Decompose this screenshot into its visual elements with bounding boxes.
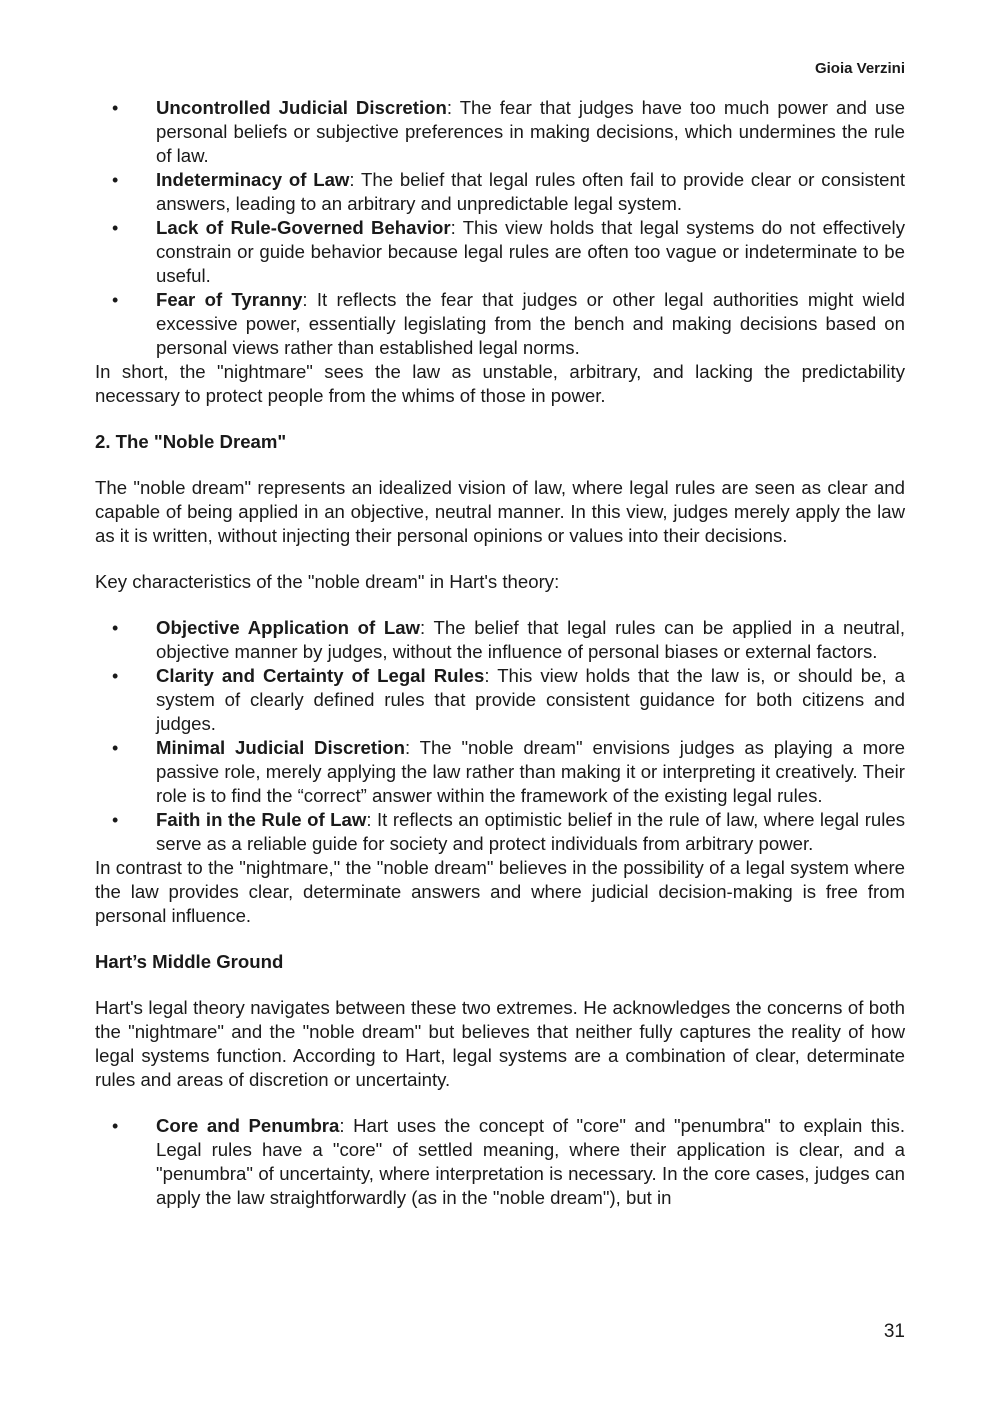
- list-item: [95, 736, 905, 808]
- list-item-text: : It reflects an optimistic belief in the rule of law, where legal rules serve as a reliable guide for society and protect individuals from arbitrary power.: [156, 809, 905, 854]
- list-item-text: : The belief that legal rules often fail to provide clear or consistent answers, leading to an arbitrary and unpredictable legal system.: [156, 169, 905, 214]
- list-item-text: : This view holds that legal systems do not effectively constrain or guide behavior because legal rules are often too vague or indeterminate to be useful.: [156, 217, 905, 286]
- list-item: [95, 1114, 905, 1210]
- list-item-term: Uncontrolled Judicial Discretion: [156, 97, 447, 118]
- list-item-text: : Hart uses the concept of "core" and "penumbra" to explain this. Legal rules have a "core" of settled meaning, where their application is clear, and a "penumbra" of uncertainty, where interpretation is necessary. In the core cases, judges can apply the law straightforwardly (as in the "noble dream"), but in: [156, 1115, 905, 1208]
- bullet-icon: •: [112, 666, 119, 686]
- list-item: [95, 808, 905, 856]
- list-item: [95, 664, 905, 736]
- list-item-term: Faith in the Rule of Law: [156, 809, 367, 830]
- noble-dream-heading: 2. The "Noble Dream": [95, 431, 287, 452]
- list-item-text: : The "noble dream" envisions judges as playing a more passive role, merely applying the law rather than making it or interpreting it creatively. Their role is to find the “correct” answer within the framework of the existing legal rules.: [156, 737, 905, 806]
- list-item-text: : It reflects the fear that judges or other legal authorities might wield excessive power, essentially legislating from the bench and making decisions based on personal views rather than established legal norms.: [156, 289, 906, 358]
- bullet-icon: •: [112, 170, 119, 190]
- noble-dream-intro: The "noble dream" represents an idealized vision of law, where legal rules are seen as clear and capable of being applied in an objective, neutral manner. In this view, judges merely apply the law as it is written, without injecting their personal opinions or values into their decisions.: [95, 477, 905, 546]
- bullet-icon: •: [112, 810, 119, 830]
- list-item-term: Indeterminacy of Law: [156, 169, 350, 190]
- page-number: 31: [883, 1321, 905, 1342]
- noble-dream-list: [95, 616, 905, 856]
- list-item: [95, 168, 905, 216]
- middle-ground-list: [95, 1114, 905, 1210]
- list-item-term: Minimal Judicial Discretion: [156, 737, 405, 758]
- list-item: [95, 216, 905, 288]
- bullet-icon: •: [112, 618, 119, 638]
- bullet-icon: •: [112, 290, 119, 310]
- list-item-term: Lack of Rule-Governed Behavior: [156, 217, 451, 238]
- list-item-text: : This view holds that the law is, or should be, a system of clearly defined rules that provide consistent guidance for both citizens and judges.: [156, 665, 905, 734]
- list-item-term: Objective Application of Law: [156, 617, 421, 638]
- list-item-term: Core and Penumbra: [156, 1115, 340, 1136]
- list-item-term: Fear of Tyranny: [156, 289, 303, 310]
- list-item: [95, 96, 905, 168]
- noble-dream-lead: Key characteristics of the "noble dream" in Hart's theory:: [95, 571, 560, 592]
- list-item: [95, 616, 905, 664]
- bullet-icon: •: [112, 98, 119, 118]
- page-body: [95, 96, 905, 1210]
- nightmare-list: [95, 96, 905, 360]
- running-header-author: Gioia Verzini: [814, 60, 905, 77]
- bullet-icon: •: [112, 738, 119, 758]
- bullet-icon: •: [112, 1116, 119, 1136]
- list-item-text: : The fear that judges have too much power and use personal beliefs or subjective preferences in making decisions, which undermines the rule of law.: [156, 97, 906, 166]
- nightmare-summary: In short, the "nightmare" sees the law as unstable, arbitrary, and lacking the predictability necessary to protect people from the whims of those in power.: [95, 361, 905, 406]
- middle-ground-heading: Hart’s Middle Ground: [95, 951, 284, 972]
- middle-ground-intro: Hart's legal theory navigates between these two extremes. He acknowledges the concerns of both the "nightmare" and the "noble dream" but believes that neither fully captures the reality of how legal systems function. According to Hart, legal systems are a combination of clear, determinate rules and areas of discretion or uncertainty.: [95, 997, 905, 1090]
- list-item-term: Clarity and Certainty of Legal Rules: [156, 665, 485, 686]
- list-item-text: : The belief that legal rules can be applied in a neutral, objective manner by judges, without the influence of personal biases or external factors.: [156, 617, 905, 662]
- list-item: [95, 288, 905, 360]
- bullet-icon: •: [112, 218, 119, 238]
- noble-dream-summary: In contrast to the "nightmare," the "noble dream" believes in the possibility of a legal system where the law provides clear, determinate answers and where judicial decision-making is free from personal influence.: [95, 857, 905, 926]
